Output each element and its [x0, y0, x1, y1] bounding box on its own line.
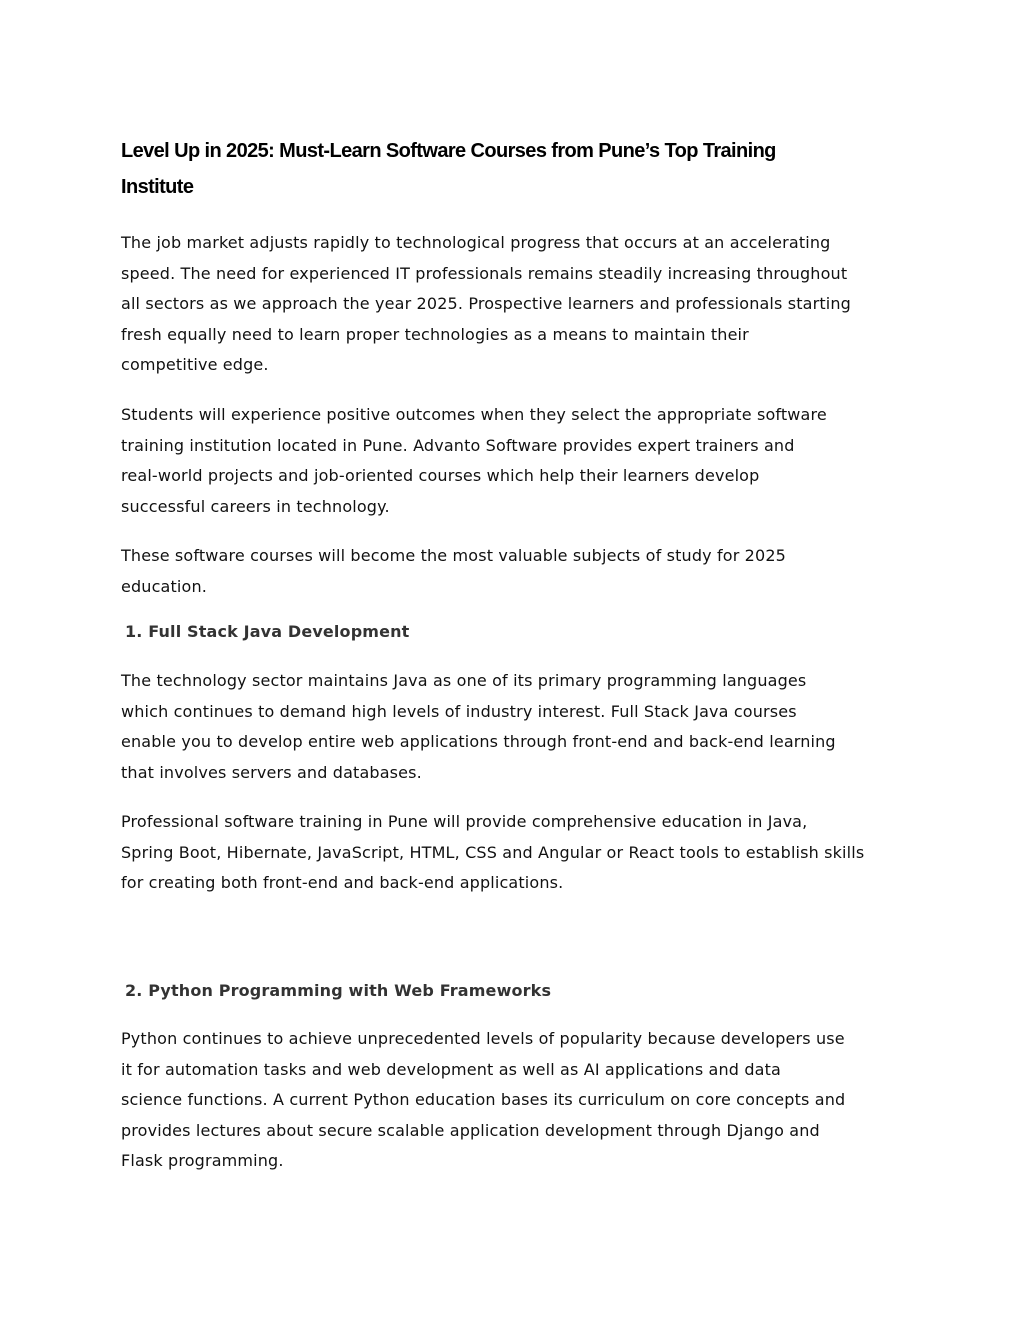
text-line: science functions. A current Python education bases its curriculum on core concepts and — [121, 1090, 846, 1109]
text-line: it for automation tasks and web development as well as AI applications and data — [121, 1059, 781, 1079]
title-line: Level Up in 2025: Must-Learn Software Courses from Pune’s Top Training — [121, 140, 776, 162]
section-heading-java: 1. Full Stack Java Development — [125, 622, 410, 641]
text-line: Students will experience positive outcomes when they select the appropriate software — [121, 405, 827, 424]
section-heading-python: 2. Python Programming with Web Frameworks — [125, 981, 552, 1000]
text-line: enable you to develop entire web applications through front-end and back-end learning — [121, 732, 836, 751]
text-line: real-world projects and job-oriented courses which help their learners develop — [121, 466, 760, 485]
text-line: The technology sector maintains Java as one of its primary programming languages — [121, 671, 807, 690]
text-line: for creating both front-end and back-end applications. — [121, 873, 564, 892]
title-line: Institute — [121, 176, 194, 198]
text-line: The job market adjusts rapidly to technological progress that occurs at an accelerating — [121, 233, 831, 252]
text-line: These software courses will become the most valuable subjects of study for 2025 — [121, 546, 786, 565]
text-line: provides lectures about secure scalable application development through Django and — [121, 1120, 820, 1140]
text-line: that involves servers and databases. — [121, 762, 422, 782]
text-line: training institution located in Pune. Advanto Software provides expert trainers and — [121, 435, 795, 455]
text-line: which continues to demand high levels of industry interest. Full Stack Java courses — [121, 701, 797, 721]
institute-paragraph — [121, 400, 921, 522]
intro-paragraph — [121, 228, 921, 381]
text-line: Python continues to achieve unprecedented levels of popularity because developers use — [121, 1029, 845, 1048]
text-line: successful careers in technology. — [121, 496, 390, 516]
text-line: speed. The need for experienced IT professionals remains steadily increasing throughout — [121, 263, 848, 283]
text-line: competitive edge. — [121, 355, 269, 374]
python-paragraph — [121, 1024, 921, 1177]
text-line: Professional software training in Pune will provide comprehensive education in Java, — [121, 812, 808, 831]
java-paragraph-2 — [121, 807, 921, 899]
java-paragraph-1 — [121, 666, 921, 788]
text-line: Flask programming. — [121, 1151, 284, 1170]
article-title — [121, 133, 921, 205]
text-line: education. — [121, 576, 207, 596]
courses-intro-paragraph — [121, 541, 921, 602]
text-line: Spring Boot, Hibernate, JavaScript, HTML, CSS and Angular or React tools to establish skills — [121, 842, 865, 862]
text-line: all sectors as we approach the year 2025. Prospective learners and professionals starting — [121, 294, 851, 313]
text-line: fresh equally need to learn proper technologies as a means to maintain their — [121, 324, 749, 344]
